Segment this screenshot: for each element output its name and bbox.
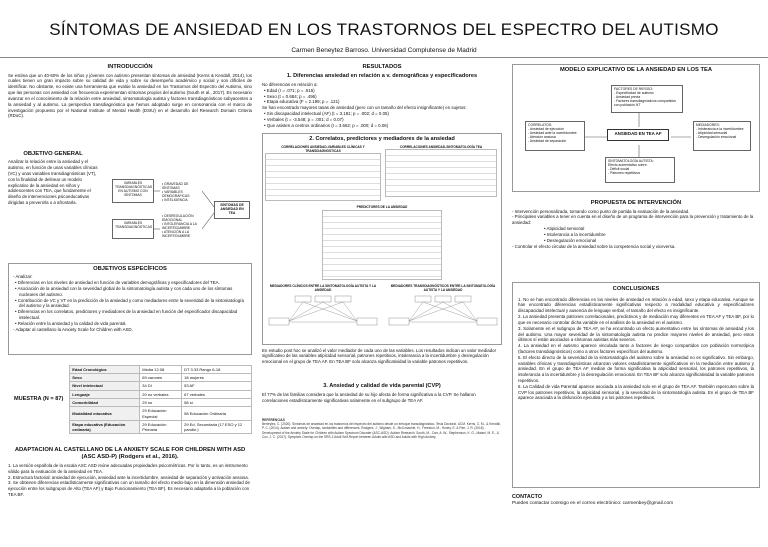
muestra-row-label: Nivel intelectual [70, 382, 140, 390]
vc-node: VARIABLES TRANSDIAGNÓSTICAS EN AUTISMO CON SÍNTOMAS [112, 179, 154, 203]
res-s2-tables-row [265, 145, 499, 201]
muestra-row-label: Edad Cronológica [70, 365, 140, 373]
intro-text: Se estima que un 40-50% de los niños y jóvenes con autismo presentan síntomas de ansiedad (Kerns & Kendall, 2014), los cuales tienen un gran impacto sobre su calidad de vida y sobre su desempeño académico y social y son difíciles de identificar. No obstante, no existe una herramienta que evalúe la ansiedad en los Trastornos del Espectro del Autismo, sino que las personas con ansiedad con frecuencia experimentan síntomas propios del autismo (South et al., 2017). Es necesario avanzar en el conocimiento de la relación entre ansiedad, sintomatología autista y factores transdiagnósticos subyacentes a la ansiedad y al autismo. La perspectiva transdiagnóstica que hemos adoptado surge en consonancia con el marco de investigación propuesto por el National Institute of Mental Health (DSIU) en el desarrollo del Research Domain Criteria (RDoC). [8, 72, 252, 119]
res-s1-item: • Edad (r = .071; p = .515) [262, 88, 502, 94]
corr-table-1-title: CORRELACIONES ANSIEDAD-VARIABLES CLÍNICAS Y TRANSDIAGNÓSTICAS [281, 144, 365, 154]
corr-table-2 [385, 145, 497, 201]
muestra-row-label: Etapa educativa (Educación ordinaria) [70, 420, 140, 434]
res-s1-item: • Sexo (t = 0.684; p = .496) [262, 94, 502, 100]
intervencion-item: • Intolerancia a la incertidumbre [542, 232, 760, 238]
muestra-section [8, 361, 252, 439]
conclusion-item: 4. La ansiedad en el autismo aparece vinculada tanto a factores de riesgo compartidos con población normotípica (factores transdiagnósticos) como a otros factores específicos del autismo. [518, 343, 754, 354]
conclusion-item: 1. No se han encontrado diferencias en los niveles de ansiedad en relación a edad, sexo y etapa educativa. Aunque se han encontrado diferencias estadísticamente significativas respecto a modalidad educativa y especificadores discapacidad intelectual y ausencia de lenguaje verbal, el tamaño del efecto es insignificante. [518, 296, 754, 314]
muestra-cell: 69 varones [140, 374, 182, 382]
modelo-bottom-node: SINTOMATOLOGÍA AUTISTA: Efecto aumentativo sobre: - Déficit social - Patrones repetitivos [605, 157, 675, 183]
predictors-grid [322, 210, 442, 280]
middle-column [262, 64, 502, 452]
especificos-lead: - Analizar: [13, 274, 33, 280]
mediators-clinical-title: MEDIADORES CLÍNICOS ENTRE LA SINTOMATOLOGÍA AUTISTA Y LA ANSIEDAD [269, 283, 377, 292]
modelo-top-node: FACTORES DE RIESGO: - Especificidad de autismo - Ansiedad previa - Factores transdiagnósticos compartidos con población NT [611, 85, 683, 113]
contact-section [512, 494, 760, 507]
muestra-cell: DT 3.33 Rango 6-18 [182, 365, 252, 373]
modelo-heading: MODELO EXPLICATIVO DE LA ANSIEDAD EN LOS TEA [559, 67, 713, 73]
muestra-cell: 58 Educación Ordinaria [182, 407, 252, 421]
muestra-cell: 18 mujeres [182, 374, 252, 382]
corr-table-2-title: CORRELACIONES ANSIEDAD-SINTOMATOLOGÍA TEA [399, 144, 483, 149]
intervencion-list [512, 226, 760, 243]
adaptacion-item: 3. Se obtienen diferencias estadísticamente significativas con un tamaño del efecto medio-bajo en la dimensión ansiedad de ejecución entre los subgrupos de Alto (TEA AF) y Bajo Funcionamiento (TEA BF). Es necesario adaptarla a la población con TEA BF. [8, 480, 250, 497]
predictors-table [322, 205, 442, 279]
muestra-row [70, 420, 252, 434]
vc-items: • GRAVEDAD DE SÍNTOMAS • VARIABLES DEMOGRÁFICAS • INTELIGENCIA [160, 181, 202, 201]
res-s2-heading: 2. Correlatos, predictores y mediadores de la ansiedad [309, 135, 455, 142]
especificos-item: • Relación entre la ansiedad y la calidad de vida parental. [13, 321, 247, 327]
res-s1-item2: • Que asisten a centros ordinarios (t = 3.662; p = .000; d = 0.06) [262, 123, 502, 129]
poster-author: Carmen Beneytez Barroso. Universidad Complutense de Madrid [291, 47, 477, 54]
modelo-left-node: CORRELATOS: - Ansiedad de ejecución - Ansiedad ante la incertidumbre - Atención ansiosa - Ansiedad de separación [525, 121, 585, 151]
conclusion-item: 3. Solamente en el subgrupo de TEA AF, se ha encontrado un efecto aumentativo entre los síntomas de ansiedad y los del autismo. Una mayor severidad de la sintomatología autista no predice mayores niveles de ansiedad, pero estos últimos sí están asociados a síntomas autistas más severos. [518, 325, 754, 343]
intervencion-line: - Controlar el efecto circular de la ansiedad sobre la competencia social y viceversa. [512, 243, 676, 249]
intro-heading: INTRODUCCIÓN [107, 64, 153, 70]
muestra-row [70, 399, 252, 407]
conclusiones-heading: CONCLUSIONES [612, 286, 660, 292]
poster-header [0, 0, 768, 58]
muestra-cell: 67 verbales [182, 390, 252, 398]
muestra-row [70, 407, 252, 421]
intervencion-line: - Principales variables a tener en cuenta en el diseño de un programa de intervención para la prevención y tratamiento de la ansiedad: [512, 214, 754, 226]
muestra-label: MUESTRA (N = 87) [13, 395, 64, 402]
references-text: Beneytez, C. (2020). Síntomas de ansiedad en los trastornos del espectro del autismo desde un enfoque transdiagnóstico. Tesis Doctoral. UCM. Kerns, C. M., & Kendall, P. C. (2014). Autism and anxiety: Overlap, similarities and differences. Rodgers, J., Wigham, S., McConachie, H., Freeston, M., Honey, E. & Parr, J. R. (2016). Development of the Anxiety Scale for Children with Autism Spectrum Disorder (ASC-ASD). Autism Research. South, M., Carr, A. W., Stephenson, K. G., Maisel, M. E., & Cox, J. C. (2017). Symptom Overlap on the SRS-2 Adult Self-Report between Adults with ASD and Adults with High Anxiety. [262, 422, 501, 439]
muestra-cell: Media 12.08 [140, 365, 182, 373]
corr-table-2-grid [385, 149, 497, 197]
especificos-tail: - Adaptar al castellano la Anxiety Scale for Children with ASD. [13, 326, 133, 332]
muestra-row [70, 365, 252, 373]
predictors-title: PREDICTORES DE LA ANSIEDAD [356, 205, 408, 210]
muestra-cell: 29 Educación Primaria [140, 420, 182, 434]
especificos-box [8, 263, 252, 355]
adaptacion-section [8, 447, 252, 517]
res-s1-list2 [262, 111, 502, 128]
res-s1-item2: • Sin discapacidad intelectual (AF) (t = 3.181; p = .002; d = 0.05) [262, 111, 502, 117]
references [262, 418, 502, 452]
conclusion-item: 5. El efecto directo de la severidad de la sintomatología del autismo sobre la ansiedad no es significativo. Sin embargo, variables clínicas y transdiagnósticas alcanzan valores estadísticamente significativos en la mediación entre autismo y ansiedad. En el grupo de TEA AF median de forma significativa la atipicidad sensorial, los patrones repetitivos, la intolerancia a la incertidumbre y la desregulación emocional. En TEA BF solo alcanza significatividad la variable patrones repetitivos. [518, 354, 754, 384]
mediators-transdiag-graph [385, 292, 501, 328]
muestra-cell: 29 no [140, 399, 182, 407]
adaptacion-item: 1. La versión española de la escala ASC ASD reúne adecuadas propiedades psicométricas. Por lo tanto, es un instrumento válido para la evaluación de la ansiedad en TEA. [8, 462, 248, 474]
intervencion-item: • Atipicidad sensorial [542, 226, 760, 232]
res-s1-lead: No diferencias en relación a: [262, 82, 318, 88]
res-s2-box [262, 133, 502, 345]
res-s1-list [262, 88, 502, 105]
res-s1-heading: 1. Diferencias ansiedad en relación a v. demográficas y especificadores [286, 72, 478, 79]
res-s3-text: El 77% de las familias considera que la ansiedad de su hijo afecta de forma significativa a la CVP. Se hallaron correlaciones estadísticamente significativas solamente en el subgrupo de TEA AF. [262, 391, 476, 403]
right-column [512, 64, 760, 507]
mediators-clinical [265, 284, 381, 330]
muestra-row [70, 382, 252, 390]
especificos-list [13, 280, 247, 327]
intervencion-heading: PROPUESTA DE INTERVENCIÓN [590, 200, 682, 206]
mediators-transdiag [385, 284, 501, 330]
muestra-row-label: Lenguaje [70, 390, 140, 398]
muestra-row-label: Modalidad educativa [70, 407, 140, 421]
muestra-row-label: Sexo [70, 374, 140, 382]
muestra-cell: 29 Ed. Secundaria (17 ESO y 12 pandio.) [182, 420, 252, 434]
conclusion-item: 2. La ansiedad presenta patrones correlacionales, predictivos y de mediación muy diferentes en TEA AF y TEA BF, por lo que es necesario controlar dicha variable en el análisis de la ansiedad en el autismo. [518, 314, 754, 325]
muestra-cell: 58 sí [182, 399, 252, 407]
res-s1-item: • Etapa educativa (F = 2.199; p = .121) [262, 99, 502, 105]
modelo-center-node: ANSIEDAD EN TEA AF [607, 129, 669, 141]
adaptacion-heading: ADAPTACIÓN AL CASTELLANO DE LA ANXIETY SCALE FOR CHILDREN WITH ASD (ASC ASD-P) (Rodgers et al., 2016). [14, 446, 246, 461]
muestra-row [70, 374, 252, 382]
intervencion-line: - Intervención personalizada, tomando como punto de partida la evaluación de la ansiedad. [512, 208, 690, 214]
conclusiones-box [512, 282, 760, 488]
res-s2-text: En estudio post hoc se analizó el valor mediador de cada uno de las variables. Los resultados indican un valor mediador significativo de las variables atipicidad sensorial, patrones repetitivos, intolerancia a la incertidumbre y desregulación emocional en el grupo de TEA AF. En TEA BF solo alcanza significatividad la variable patrones repetitivos. [262, 347, 497, 365]
objetivo-text-block [8, 151, 98, 261]
objetivo-diagram [102, 151, 252, 259]
vt-items: • DESREGULACIÓN EMOCIONAL • INTOLERANCIA A LA INCERTIDUMBRE • ATENCIÓN A LA INCERTIDUMBRE [160, 213, 202, 241]
anxiety-node: SÍNTOMAS DE ANSIEDAD EN TEA [214, 201, 250, 219]
muestra-cell: 29 Educación Especial [140, 407, 182, 421]
resultados-heading: RESULTADOS [362, 64, 402, 70]
mediators-row [265, 284, 499, 330]
corr-table-1-grid [265, 153, 381, 201]
res-s1-item2: • Verbales (t = -3.548; p = .001; d = 0.07) [262, 117, 502, 123]
references-heading: REFERENCIAS [262, 417, 285, 422]
adaptacion-item: 2. Estructura factorial: ansiedad de ejecución, ansiedad ante la incertidumbre, ansiedad de separación y activación ansiosa. [8, 474, 249, 480]
muestra-row-label: Comorbilidad [70, 399, 140, 407]
corr-table-1 [265, 145, 381, 201]
especificos-item: • Diferencias en los niveles de ansiedad en función de variables demográficas y especificadores del TEA. [13, 280, 247, 286]
objetivo-text: Analizar la relación entre la ansiedad y el autismo, en función de unas variables clínicas (VC) y unas variables transdiagnósticas (VT), con la finalidad de delinear un modelo explicativo de la ansiedad en niños y adolescentes con TEA, que fundamente el diseño de intervenciones psicoeducativas dirigidas a prevenirla o a afrontarla. [8, 159, 98, 205]
especificos-heading: OBJETIVOS ESPECÍFICOS [93, 265, 167, 272]
mediators-transdiag-title: MEDIADORES TRANSDIAGNÓSTICOS ENTRE LA SINTOMATOLOGÍA AUTISTA Y LA ANSIEDAD [390, 283, 496, 292]
contact-text: Puedes contactar conmigo en el correo electrónico: carmenbey@gmail.com [512, 501, 674, 507]
muestra-cell: 34 DI [140, 382, 182, 390]
left-column [8, 64, 252, 517]
res-s1-mid: Se han encontrado mayores tasas de ansiedad (pero con un tamaño del efecto insignificante) en sujetos: [262, 105, 467, 111]
conclusion-item: 6. La Calidad de vida Parental aparece asociada a la ansiedad solo en el grupo de TEA AF. También repercuten sobre la CVP los patrones repetitivos, la atipicidad sensorial, y la severidad de la sintomatología autista. En el grupo de TEA BF aparece asociada a la disfunción ejecutiva y a los patrones repetitivos. [518, 383, 754, 401]
muestra-cell: 20 no verbales [140, 390, 182, 398]
contact-heading: CONTACTO [512, 494, 543, 500]
modelo-right-node: MEDIADORES: - Intolerancia a la incertidumbre - Atipicidad sensorial - Desregulación emocional [693, 121, 751, 151]
intervencion-item: • Desregulación emocional [542, 238, 760, 244]
mediators-clinical-graph [265, 292, 381, 328]
muestra-table [69, 365, 252, 434]
modelo-box [512, 64, 760, 192]
vt-node: VARIABLES TRANSDIAGNÓSTICAS [112, 219, 154, 239]
especificos-item: • Diferencias en los correlatos, predictores y mediadores de la ansiedad en función del especificador discapacidad intelectual. [13, 309, 247, 321]
muestra-row [70, 390, 252, 398]
muestra-cell: 53 AF [182, 382, 252, 390]
poster-title: SÍNTOMAS DE ANSIEDAD EN LOS TRASTORNOS DEL ESPECTRO DEL AUTISMO [49, 20, 719, 39]
especificos-item: • Asociación de la ansiedad con la severidad global de la sintomatología autista y con cada uno de los síntomas nucleares del autismo. [13, 286, 247, 298]
objetivo-heading: OBJETIVO GENERAL [23, 150, 83, 157]
objetivo-section [8, 151, 252, 261]
intervencion-section [512, 200, 760, 278]
especificos-item: • Contribución de VC y VT en la predicción de la ansiedad y como mediadores entre la severidad de la sintomatología del autismo y la ansiedad. [13, 298, 247, 310]
res-s3-heading: 3. Ansiedad y calidad de vida parental (CVP) [323, 382, 441, 389]
